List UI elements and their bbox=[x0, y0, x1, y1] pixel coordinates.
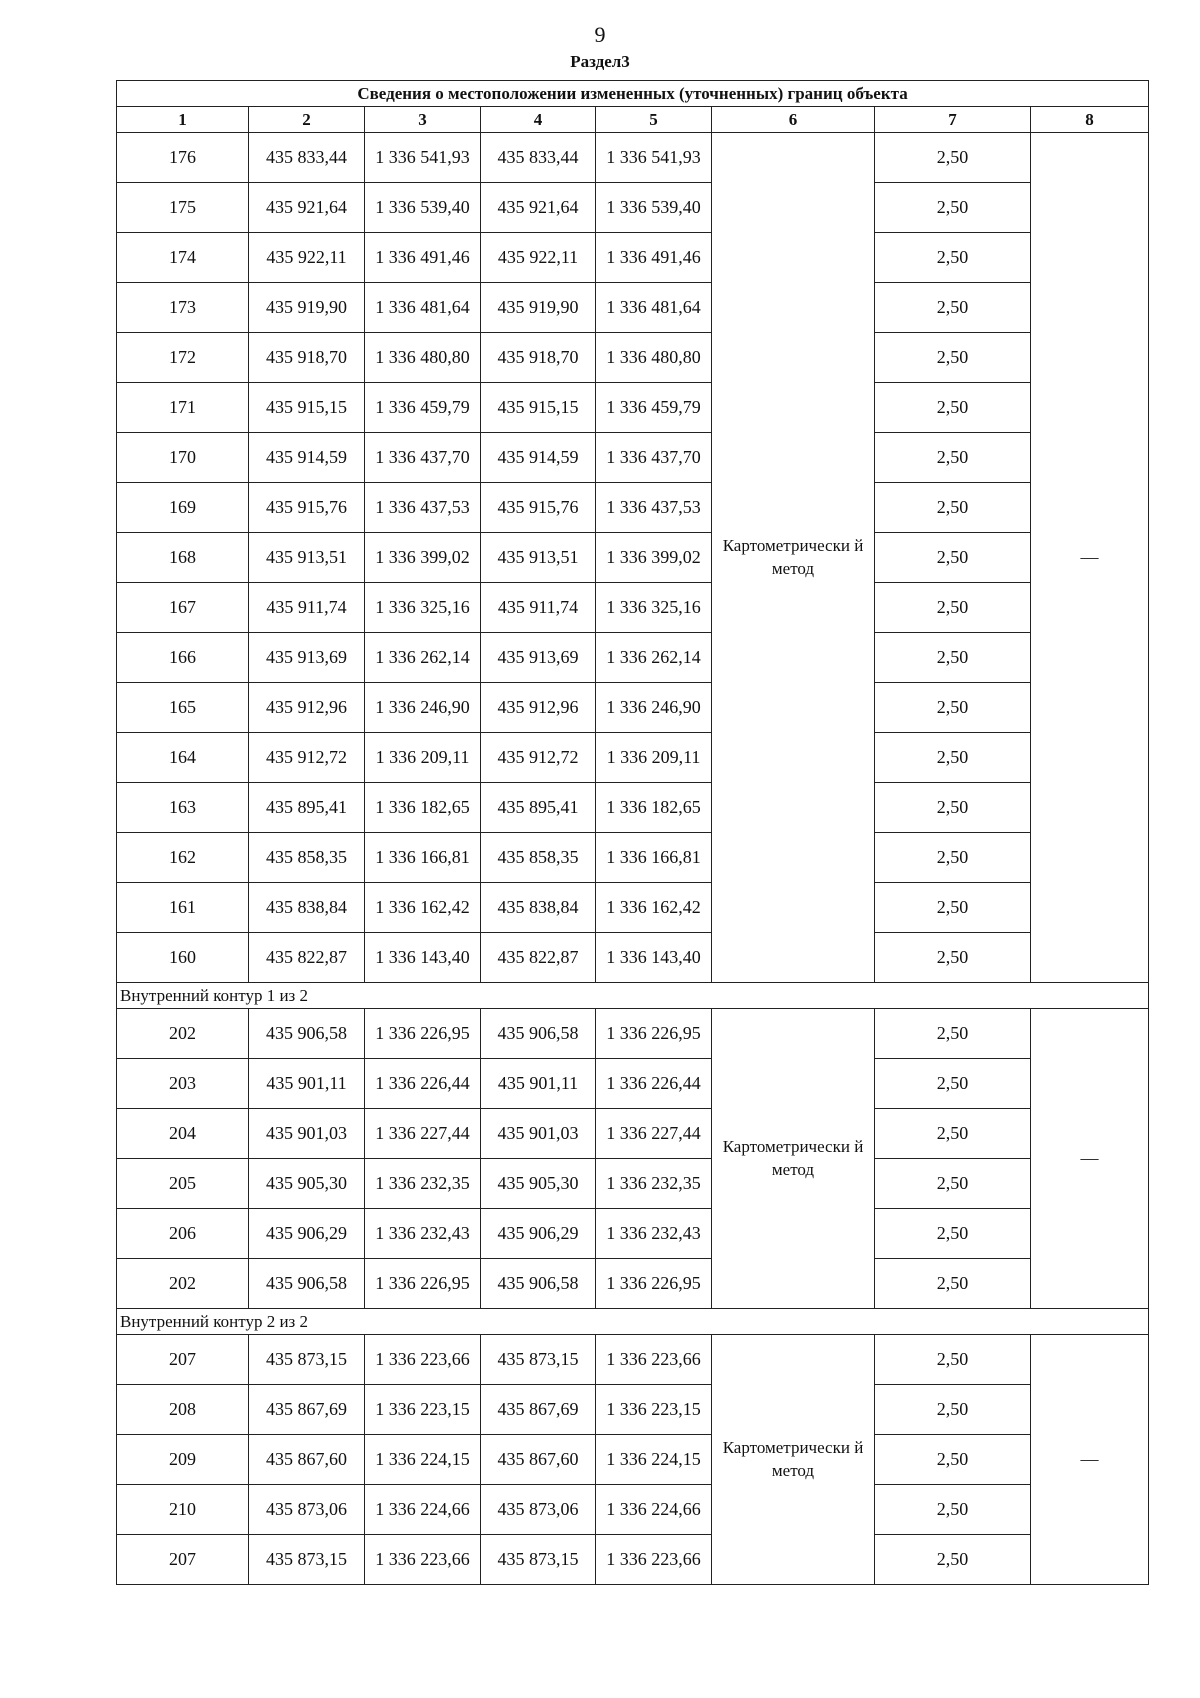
existing-y-cell: 1 336 227,44 bbox=[365, 1109, 481, 1159]
new-x-cell: 435 822,87 bbox=[481, 933, 596, 983]
new-y-cell: 1 336 325,16 bbox=[596, 583, 712, 633]
new-x-cell: 435 913,69 bbox=[481, 633, 596, 683]
existing-x-cell: 435 921,64 bbox=[249, 183, 365, 233]
table-row bbox=[117, 1109, 1149, 1159]
accuracy-cell: 2,50 bbox=[875, 1109, 1031, 1159]
accuracy-cell: 2,50 bbox=[875, 433, 1031, 483]
accuracy-cell: 2,50 bbox=[875, 683, 1031, 733]
existing-y-cell: 1 336 226,44 bbox=[365, 1059, 481, 1109]
table-row bbox=[117, 1209, 1149, 1259]
point-number-cell: 208 bbox=[117, 1385, 249, 1435]
table-row bbox=[117, 1059, 1149, 1109]
table-row bbox=[117, 1535, 1149, 1585]
new-y-cell: 1 336 232,35 bbox=[596, 1159, 712, 1209]
accuracy-cell: 2,50 bbox=[875, 1159, 1031, 1209]
point-number-cell: 160 bbox=[117, 933, 249, 983]
method-cell: Картометрически й метод bbox=[712, 1009, 875, 1309]
method-cell: Картометрически й метод bbox=[712, 133, 875, 983]
new-x-cell: 435 895,41 bbox=[481, 783, 596, 833]
new-x-cell: 435 858,35 bbox=[481, 833, 596, 883]
new-y-cell: 1 336 541,93 bbox=[596, 133, 712, 183]
existing-x-cell: 435 915,76 bbox=[249, 483, 365, 533]
table-row bbox=[117, 183, 1149, 233]
column-number: 1 bbox=[117, 107, 249, 133]
accuracy-cell: 2,50 bbox=[875, 1485, 1031, 1535]
existing-x-cell: 435 913,51 bbox=[249, 533, 365, 583]
table-row bbox=[117, 1009, 1149, 1059]
point-number-cell: 166 bbox=[117, 633, 249, 683]
new-x-cell: 435 919,90 bbox=[481, 283, 596, 333]
existing-y-cell: 1 336 162,42 bbox=[365, 883, 481, 933]
table-title: Сведения о местоположении измененных (уточненных) границ объекта bbox=[117, 81, 1149, 107]
table-row bbox=[117, 1159, 1149, 1209]
new-y-cell: 1 336 223,66 bbox=[596, 1335, 712, 1385]
column-number: 7 bbox=[875, 107, 1031, 133]
column-number: 2 bbox=[249, 107, 365, 133]
existing-y-cell: 1 336 399,02 bbox=[365, 533, 481, 583]
point-number-cell: 204 bbox=[117, 1109, 249, 1159]
point-number-cell: 167 bbox=[117, 583, 249, 633]
point-number-cell: 163 bbox=[117, 783, 249, 833]
table-row bbox=[117, 683, 1149, 733]
existing-x-cell: 435 873,06 bbox=[249, 1485, 365, 1535]
contour-label-row bbox=[117, 1309, 1149, 1335]
accuracy-cell: 2,50 bbox=[875, 1009, 1031, 1059]
new-y-cell: 1 336 481,64 bbox=[596, 283, 712, 333]
table-row bbox=[117, 1335, 1149, 1385]
section-title: Раздел3 bbox=[570, 52, 630, 71]
new-y-cell: 1 336 480,80 bbox=[596, 333, 712, 383]
new-x-cell: 435 913,51 bbox=[481, 533, 596, 583]
contour-label-row bbox=[117, 983, 1149, 1009]
existing-y-cell: 1 336 224,15 bbox=[365, 1435, 481, 1485]
table-row bbox=[117, 383, 1149, 433]
existing-y-cell: 1 336 459,79 bbox=[365, 383, 481, 433]
new-x-cell: 435 922,11 bbox=[481, 233, 596, 283]
table-row bbox=[117, 433, 1149, 483]
existing-x-cell: 435 906,58 bbox=[249, 1009, 365, 1059]
column-number: 4 bbox=[481, 107, 596, 133]
existing-y-cell: 1 336 481,64 bbox=[365, 283, 481, 333]
table-row bbox=[117, 133, 1149, 183]
existing-y-cell: 1 336 437,53 bbox=[365, 483, 481, 533]
existing-y-cell: 1 336 491,46 bbox=[365, 233, 481, 283]
column-number: 8 bbox=[1031, 107, 1149, 133]
point-number-cell: 168 bbox=[117, 533, 249, 583]
accuracy-cell: 2,50 bbox=[875, 1059, 1031, 1109]
accuracy-cell: 2,50 bbox=[875, 933, 1031, 983]
table-row bbox=[117, 483, 1149, 533]
new-y-cell: 1 336 223,15 bbox=[596, 1385, 712, 1435]
table-title-row bbox=[117, 81, 1149, 107]
new-y-cell: 1 336 162,42 bbox=[596, 883, 712, 933]
existing-x-cell: 435 873,15 bbox=[249, 1335, 365, 1385]
new-x-cell: 435 905,30 bbox=[481, 1159, 596, 1209]
column-number-row bbox=[117, 107, 1149, 133]
point-number-cell: 175 bbox=[117, 183, 249, 233]
point-number-cell: 172 bbox=[117, 333, 249, 383]
new-y-cell: 1 336 166,81 bbox=[596, 833, 712, 883]
existing-x-cell: 435 922,11 bbox=[249, 233, 365, 283]
new-x-cell: 435 915,76 bbox=[481, 483, 596, 533]
point-number-cell: 170 bbox=[117, 433, 249, 483]
new-x-cell: 435 912,72 bbox=[481, 733, 596, 783]
new-y-cell: 1 336 262,14 bbox=[596, 633, 712, 683]
column-number: 5 bbox=[596, 107, 712, 133]
existing-x-cell: 435 905,30 bbox=[249, 1159, 365, 1209]
point-number-cell: 205 bbox=[117, 1159, 249, 1209]
new-x-cell: 435 833,44 bbox=[481, 133, 596, 183]
new-y-cell: 1 336 209,11 bbox=[596, 733, 712, 783]
existing-y-cell: 1 336 246,90 bbox=[365, 683, 481, 733]
existing-x-cell: 435 901,11 bbox=[249, 1059, 365, 1109]
new-x-cell: 435 906,58 bbox=[481, 1259, 596, 1309]
new-x-cell: 435 901,11 bbox=[481, 1059, 596, 1109]
table-row bbox=[117, 783, 1149, 833]
existing-x-cell: 435 913,69 bbox=[249, 633, 365, 683]
existing-x-cell: 435 838,84 bbox=[249, 883, 365, 933]
accuracy-cell: 2,50 bbox=[875, 883, 1031, 933]
point-number-cell: 174 bbox=[117, 233, 249, 283]
existing-y-cell: 1 336 541,93 bbox=[365, 133, 481, 183]
page-number: 9 bbox=[594, 22, 606, 47]
new-y-cell: 1 336 224,66 bbox=[596, 1485, 712, 1535]
new-y-cell: 1 336 226,95 bbox=[596, 1009, 712, 1059]
accuracy-cell: 2,50 bbox=[875, 283, 1031, 333]
accuracy-cell: 2,50 bbox=[875, 583, 1031, 633]
new-x-cell: 435 873,15 bbox=[481, 1535, 596, 1585]
point-number-cell: 162 bbox=[117, 833, 249, 883]
contour-label: Внутренний контур 2 из 2 bbox=[117, 1309, 1149, 1335]
point-number-cell: 176 bbox=[117, 133, 249, 183]
table-row bbox=[117, 233, 1149, 283]
point-number-cell: 207 bbox=[117, 1335, 249, 1385]
new-x-cell: 435 911,74 bbox=[481, 583, 596, 633]
existing-y-cell: 1 336 232,43 bbox=[365, 1209, 481, 1259]
new-y-cell: 1 336 224,15 bbox=[596, 1435, 712, 1485]
existing-y-cell: 1 336 143,40 bbox=[365, 933, 481, 983]
accuracy-cell: 2,50 bbox=[875, 733, 1031, 783]
existing-x-cell: 435 867,60 bbox=[249, 1435, 365, 1485]
existing-y-cell: 1 336 226,95 bbox=[365, 1259, 481, 1309]
new-x-cell: 435 914,59 bbox=[481, 433, 596, 483]
existing-y-cell: 1 336 262,14 bbox=[365, 633, 481, 683]
point-number-cell: 202 bbox=[117, 1259, 249, 1309]
point-number-cell: 161 bbox=[117, 883, 249, 933]
dash-cell: — bbox=[1031, 1335, 1149, 1585]
existing-y-cell: 1 336 539,40 bbox=[365, 183, 481, 233]
table-row bbox=[117, 633, 1149, 683]
new-y-cell: 1 336 182,65 bbox=[596, 783, 712, 833]
column-number: 6 bbox=[712, 107, 875, 133]
new-y-cell: 1 336 459,79 bbox=[596, 383, 712, 433]
point-number-cell: 169 bbox=[117, 483, 249, 533]
new-x-cell: 435 915,15 bbox=[481, 383, 596, 433]
point-number-cell: 207 bbox=[117, 1535, 249, 1585]
existing-y-cell: 1 336 223,66 bbox=[365, 1335, 481, 1385]
table-row bbox=[117, 583, 1149, 633]
new-x-cell: 435 906,29 bbox=[481, 1209, 596, 1259]
new-x-cell: 435 838,84 bbox=[481, 883, 596, 933]
new-y-cell: 1 336 246,90 bbox=[596, 683, 712, 733]
existing-y-cell: 1 336 224,66 bbox=[365, 1485, 481, 1535]
accuracy-cell: 2,50 bbox=[875, 1385, 1031, 1435]
existing-x-cell: 435 911,74 bbox=[249, 583, 365, 633]
accuracy-cell: 2,50 bbox=[875, 233, 1031, 283]
table-row bbox=[117, 1435, 1149, 1485]
table-row bbox=[117, 533, 1149, 583]
existing-y-cell: 1 336 226,95 bbox=[365, 1009, 481, 1059]
new-x-cell: 435 867,60 bbox=[481, 1435, 596, 1485]
accuracy-cell: 2,50 bbox=[875, 1535, 1031, 1585]
existing-y-cell: 1 336 209,11 bbox=[365, 733, 481, 783]
existing-x-cell: 435 912,72 bbox=[249, 733, 365, 783]
new-x-cell: 435 918,70 bbox=[481, 333, 596, 383]
existing-x-cell: 435 858,35 bbox=[249, 833, 365, 883]
new-x-cell: 435 873,06 bbox=[481, 1485, 596, 1535]
accuracy-cell: 2,50 bbox=[875, 383, 1031, 433]
accuracy-cell: 2,50 bbox=[875, 533, 1031, 583]
method-cell: Картометрически й метод bbox=[712, 1335, 875, 1585]
new-y-cell: 1 336 223,66 bbox=[596, 1535, 712, 1585]
existing-x-cell: 435 906,29 bbox=[249, 1209, 365, 1259]
point-number-cell: 203 bbox=[117, 1059, 249, 1109]
new-x-cell: 435 906,58 bbox=[481, 1009, 596, 1059]
accuracy-cell: 2,50 bbox=[875, 1435, 1031, 1485]
dash-cell: — bbox=[1031, 133, 1149, 983]
new-x-cell: 435 901,03 bbox=[481, 1109, 596, 1159]
column-number: 3 bbox=[365, 107, 481, 133]
existing-x-cell: 435 918,70 bbox=[249, 333, 365, 383]
point-number-cell: 171 bbox=[117, 383, 249, 433]
existing-x-cell: 435 895,41 bbox=[249, 783, 365, 833]
table-row bbox=[117, 833, 1149, 883]
new-y-cell: 1 336 226,95 bbox=[596, 1259, 712, 1309]
table-row bbox=[117, 883, 1149, 933]
point-number-cell: 165 bbox=[117, 683, 249, 733]
point-number-cell: 202 bbox=[117, 1009, 249, 1059]
accuracy-cell: 2,50 bbox=[875, 783, 1031, 833]
table-row bbox=[117, 1259, 1149, 1309]
accuracy-cell: 2,50 bbox=[875, 133, 1031, 183]
existing-y-cell: 1 336 437,70 bbox=[365, 433, 481, 483]
existing-y-cell: 1 336 223,15 bbox=[365, 1385, 481, 1435]
accuracy-cell: 2,50 bbox=[875, 1259, 1031, 1309]
existing-y-cell: 1 336 166,81 bbox=[365, 833, 481, 883]
accuracy-cell: 2,50 bbox=[875, 1209, 1031, 1259]
accuracy-cell: 2,50 bbox=[875, 633, 1031, 683]
existing-x-cell: 435 901,03 bbox=[249, 1109, 365, 1159]
existing-y-cell: 1 336 182,65 bbox=[365, 783, 481, 833]
accuracy-cell: 2,50 bbox=[875, 833, 1031, 883]
accuracy-cell: 2,50 bbox=[875, 483, 1031, 533]
existing-x-cell: 435 915,15 bbox=[249, 383, 365, 433]
accuracy-cell: 2,50 bbox=[875, 333, 1031, 383]
existing-y-cell: 1 336 232,35 bbox=[365, 1159, 481, 1209]
new-x-cell: 435 912,96 bbox=[481, 683, 596, 733]
existing-x-cell: 435 873,15 bbox=[249, 1535, 365, 1585]
existing-x-cell: 435 906,58 bbox=[249, 1259, 365, 1309]
coordinates-table bbox=[116, 80, 1149, 1585]
accuracy-cell: 2,50 bbox=[875, 1335, 1031, 1385]
accuracy-cell: 2,50 bbox=[875, 183, 1031, 233]
point-number-cell: 164 bbox=[117, 733, 249, 783]
new-y-cell: 1 336 437,70 bbox=[596, 433, 712, 483]
new-y-cell: 1 336 227,44 bbox=[596, 1109, 712, 1159]
point-number-cell: 210 bbox=[117, 1485, 249, 1535]
existing-y-cell: 1 336 480,80 bbox=[365, 333, 481, 383]
table-row bbox=[117, 333, 1149, 383]
existing-y-cell: 1 336 223,66 bbox=[365, 1535, 481, 1585]
point-number-cell: 209 bbox=[117, 1435, 249, 1485]
new-x-cell: 435 921,64 bbox=[481, 183, 596, 233]
new-y-cell: 1 336 491,46 bbox=[596, 233, 712, 283]
existing-x-cell: 435 912,96 bbox=[249, 683, 365, 733]
table-row bbox=[117, 733, 1149, 783]
table-row bbox=[117, 1385, 1149, 1435]
new-y-cell: 1 336 143,40 bbox=[596, 933, 712, 983]
table-row bbox=[117, 933, 1149, 983]
point-number-cell: 173 bbox=[117, 283, 249, 333]
contour-label: Внутренний контур 1 из 2 bbox=[117, 983, 1149, 1009]
existing-x-cell: 435 833,44 bbox=[249, 133, 365, 183]
new-y-cell: 1 336 232,43 bbox=[596, 1209, 712, 1259]
new-y-cell: 1 336 399,02 bbox=[596, 533, 712, 583]
table-body bbox=[117, 81, 1149, 1585]
table-row bbox=[117, 283, 1149, 333]
new-x-cell: 435 873,15 bbox=[481, 1335, 596, 1385]
new-y-cell: 1 336 539,40 bbox=[596, 183, 712, 233]
existing-x-cell: 435 822,87 bbox=[249, 933, 365, 983]
existing-x-cell: 435 914,59 bbox=[249, 433, 365, 483]
dash-cell: — bbox=[1031, 1009, 1149, 1309]
existing-x-cell: 435 867,69 bbox=[249, 1385, 365, 1435]
table-row bbox=[117, 1485, 1149, 1535]
existing-x-cell: 435 919,90 bbox=[249, 283, 365, 333]
existing-y-cell: 1 336 325,16 bbox=[365, 583, 481, 633]
new-y-cell: 1 336 226,44 bbox=[596, 1059, 712, 1109]
point-number-cell: 206 bbox=[117, 1209, 249, 1259]
new-x-cell: 435 867,69 bbox=[481, 1385, 596, 1435]
new-y-cell: 1 336 437,53 bbox=[596, 483, 712, 533]
